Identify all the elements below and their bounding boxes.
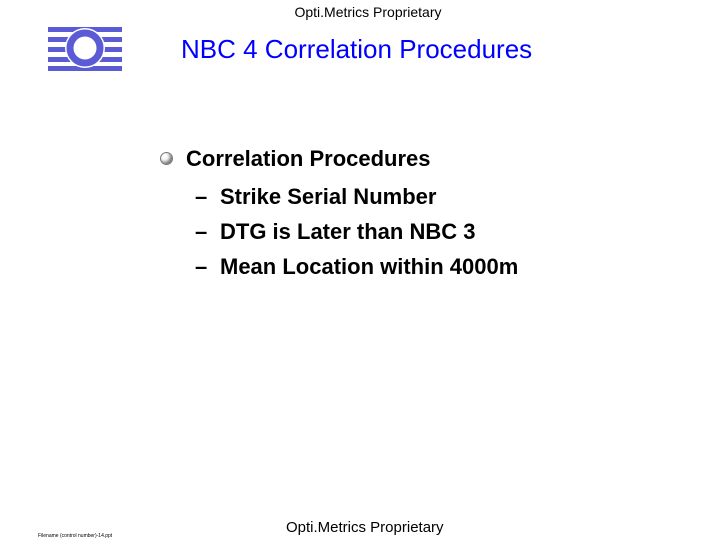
main-bullet-text: Correlation Procedures [186,146,431,171]
slide-title: NBC 4 Correlation Procedures [181,34,533,64]
sub-bullet-text: DTG is Later than NBC 3 [220,219,476,244]
sub-bullet-item [160,249,700,284]
sub-bullet-text: Strike Serial Number [220,184,437,209]
optimetrics-logo-icon [48,24,122,72]
sub-bullet-dash: – [195,254,208,279]
sub-bullet-list [160,179,700,284]
sub-bullet-item [160,214,700,249]
sub-bullet-item [160,179,700,214]
sub-bullet-dash: – [195,184,208,209]
bullet-dot-icon [160,152,173,165]
footer-proprietary-text: Opti.Metrics Proprietary [286,519,444,536]
sub-bullet-text: Mean Location within 4000m [220,254,519,279]
header-proprietary-text: Opti.Metrics Proprietary [294,4,442,20]
sub-bullet-dash: – [195,219,208,244]
bullet-list [160,143,700,284]
footer-filename: Filename (control number)-14.ppt [38,533,113,539]
main-bullet [160,143,700,175]
